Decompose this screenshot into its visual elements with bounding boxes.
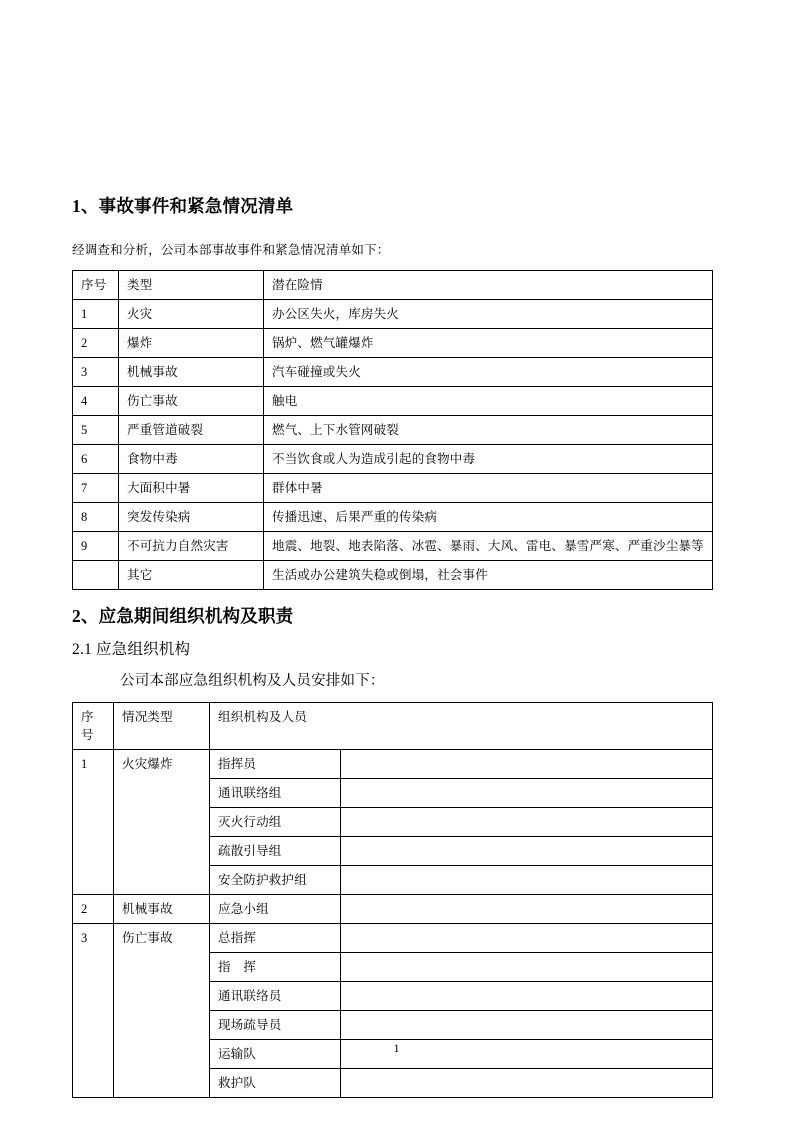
cell-role-value[interactable] (341, 779, 713, 808)
cell-role: 运输队 (210, 1040, 341, 1069)
table-row (73, 750, 713, 779)
cell-no: 3 (73, 358, 119, 387)
cell-type: 大面积中暑 (119, 474, 264, 503)
cell-hazard: 不当饮食或人为造成引起的食物中毒 (264, 445, 713, 474)
cell-role: 指挥员 (210, 750, 341, 779)
table-header-row (73, 271, 713, 300)
emergency-org-table-body (73, 703, 713, 1098)
cell-role-value[interactable] (341, 1011, 713, 1040)
cell-role: 通讯联络组 (210, 779, 341, 808)
cell-group-no: 1 (73, 750, 114, 895)
cell-no (73, 561, 119, 590)
hazard-list-table-body (73, 271, 713, 590)
cell-role-value[interactable] (341, 808, 713, 837)
cell-no: 4 (73, 387, 119, 416)
cell-type: 爆炸 (119, 329, 264, 358)
table-header-cell-situation: 情况类型 (114, 703, 210, 750)
section-1-intro-paragraph: 经调查和分析，公司本部事故事件和紧急情况清单如下： (72, 243, 390, 257)
table-row (73, 532, 713, 561)
cell-no: 2 (73, 329, 119, 358)
table-row (73, 895, 713, 924)
section-2-heading: 2、应急期间组织机构及职责 (72, 606, 294, 626)
cell-no: 9 (73, 532, 119, 561)
cell-hazard: 传播迅速、后果严重的传染病 (264, 503, 713, 532)
cell-hazard: 群体中暑 (264, 474, 713, 503)
cell-group-type: 伤亡事故 (114, 924, 210, 1098)
cell-role-value[interactable] (341, 953, 713, 982)
cell-role-value[interactable] (341, 1069, 713, 1098)
cell-group-no: 2 (73, 895, 114, 924)
table-header-row (73, 703, 713, 750)
cell-role: 疏散引导组 (210, 837, 341, 866)
cell-hazard: 锅炉、燃气罐爆炸 (264, 329, 713, 358)
table-row (73, 445, 713, 474)
cell-role-value[interactable] (341, 895, 713, 924)
table-header-cell-type: 类型 (119, 271, 264, 300)
table-row (73, 358, 713, 387)
cell-role-value[interactable] (341, 750, 713, 779)
cell-hazard: 生活或办公建筑失稳或倒塌，社会事件 (264, 561, 713, 590)
cell-group-type: 火灾爆炸 (114, 750, 210, 895)
cell-group-type: 机械事故 (114, 895, 210, 924)
table-header-cell-no: 序号 (73, 271, 119, 300)
cell-hazard: 办公区失火，库房失火 (264, 300, 713, 329)
cell-no: 5 (73, 416, 119, 445)
table-row (73, 474, 713, 503)
table-header-cell-hazard: 潜在险情 (264, 271, 713, 300)
table-header-cell-no: 序号 (73, 703, 114, 750)
cell-type: 突发传染病 (119, 503, 264, 532)
table-row (73, 924, 713, 953)
cell-role-value[interactable] (341, 924, 713, 953)
cell-no: 1 (73, 300, 119, 329)
hazard-list-table (72, 270, 713, 590)
cell-hazard: 地震、地裂、地表陷落、冰雹、暴雨、大风、雷电、暴雪严寒、严重沙尘暴等 (264, 532, 713, 561)
section-1-heading: 1、事故事件和紧急情况清单 (72, 196, 294, 216)
cell-role: 应急小组 (210, 895, 341, 924)
cell-role: 通讯联络员 (210, 982, 341, 1011)
table-header-cell-org: 组织机构及人员 (210, 703, 713, 750)
table-row (73, 329, 713, 358)
table-row (73, 387, 713, 416)
cell-role: 灭火行动组 (210, 808, 341, 837)
cell-role: 总指挥 (210, 924, 341, 953)
cell-role-value[interactable] (341, 837, 713, 866)
cell-type: 食物中毒 (119, 445, 264, 474)
cell-role-value[interactable] (341, 982, 713, 1011)
cell-type: 伤亡事故 (119, 387, 264, 416)
cell-hazard: 触电 (264, 387, 713, 416)
table-row (73, 300, 713, 329)
section-2-1-subheading: 2.1 应急组织机构 (72, 641, 191, 658)
cell-no: 8 (73, 503, 119, 532)
cell-hazard: 燃气、上下水管网破裂 (264, 416, 713, 445)
table-row (73, 561, 713, 590)
table-row (73, 503, 713, 532)
cell-group-no: 3 (73, 924, 114, 1098)
page-number: 1 (393, 1041, 400, 1055)
cell-no: 6 (73, 445, 119, 474)
cell-type: 机械事故 (119, 358, 264, 387)
cell-hazard: 汽车碰撞或失火 (264, 358, 713, 387)
cell-type: 火灾 (119, 300, 264, 329)
cell-role: 救护队 (210, 1069, 341, 1098)
table-row (73, 416, 713, 445)
cell-no: 7 (73, 474, 119, 503)
cell-role-value[interactable] (341, 866, 713, 895)
cell-role: 安全防护救护组 (210, 866, 341, 895)
emergency-org-table (72, 702, 713, 1098)
cell-type: 不可抗力自然灾害 (119, 532, 264, 561)
section-2-1-intro-paragraph: 公司本部应急组织机构及人员安排如下： (120, 673, 385, 689)
cell-type: 其它 (119, 561, 264, 590)
cell-type: 严重管道破裂 (119, 416, 264, 445)
cell-role: 现场疏导员 (210, 1011, 341, 1040)
cell-role: 指 挥 (210, 953, 341, 982)
document-content (72, 193, 712, 1098)
